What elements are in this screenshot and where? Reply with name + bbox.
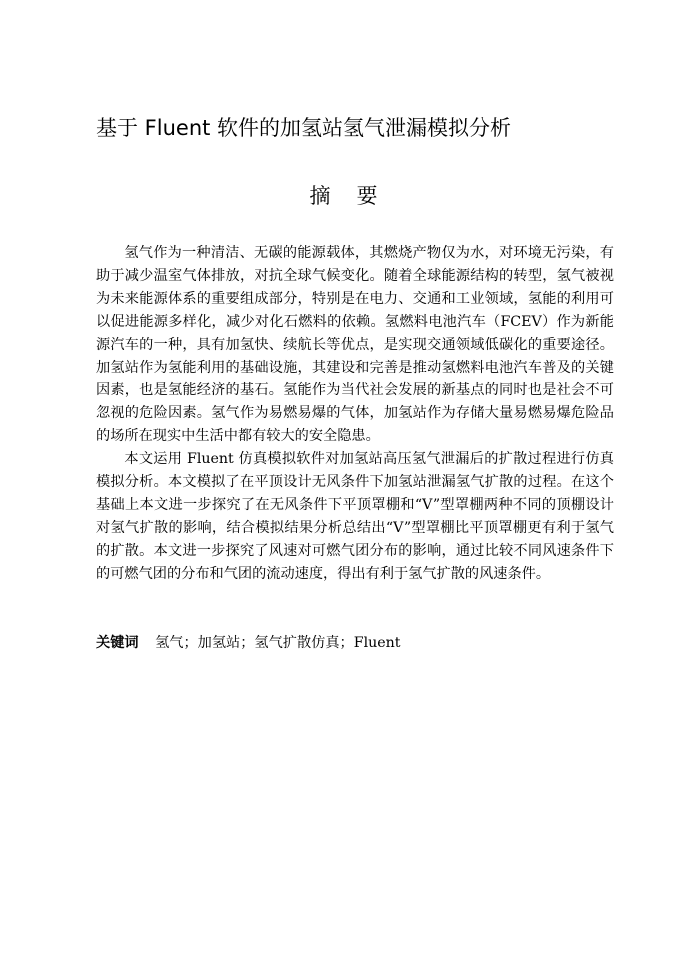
keywords-text: 氢气；加氢站；氢气扩散仿真；Fluent bbox=[155, 635, 401, 651]
abstract-heading: 摘要 bbox=[309, 184, 404, 208]
abstract-paragraph-2: 本文运用 Fluent 仿真模拟软件对加氢站高压氢气泄漏后的扩散过程进行仿真模拟分析。本文模拟了在平顶设计无风条件下加氢站泄漏氢气扩散的过程。在这个基础上本文进一步探究了在无风条件下平顶罩棚和“V”型罩棚两种不同的顶棚设计对氢气扩散的影响，结合模拟结果分析总结出“V”型罩棚比平顶罩棚更有利于氢气的扩散。本文进一步探究了风速对可燃气团分布的影响，通过比较不同风速条件下的可燃气团的分布和气团的流动速度，得出有利于氢气扩散的风速条件。 bbox=[96, 451, 614, 582]
keywords-label: 关键词 bbox=[96, 635, 139, 651]
abstract-paragraph-1: 氢气作为一种清洁、无碳的能源载体，其燃烧产物仅为水，对环境无污染，有助于减少温室气体排放，对抗全球气候变化。随着全球能源结构的转型，氢气被视为未来能源体系的重要组成部分，特别是在电力、交通和工业领域，氢能的利用可以促进能源多样化，减少对化石燃料的依赖。氢燃料电池汽车（FCEV）作为新能源汽车的一种，具有加氢快、续航长等优点，是实现交通领域低碳化的重要途径。加氢站作为氢能利用的基础设施，其建设和完善是推动氢燃料电池汽车普及的关键因素，也是氢能经济的基石。氢能作为当代社会发展的新基点的同时也是社会不可忽视的危险因素。氢气作为易燃易爆的气体，加氢站作为存储大量易燃易爆危险品的场所在现实中生活中都有较大的安全隐患。 bbox=[96, 245, 614, 445]
document-title: 基于 Fluent 软件的加氢站氢气泄漏模拟分析 bbox=[96, 116, 512, 140]
keywords-line bbox=[96, 632, 614, 654]
abstract-body bbox=[96, 242, 614, 586]
